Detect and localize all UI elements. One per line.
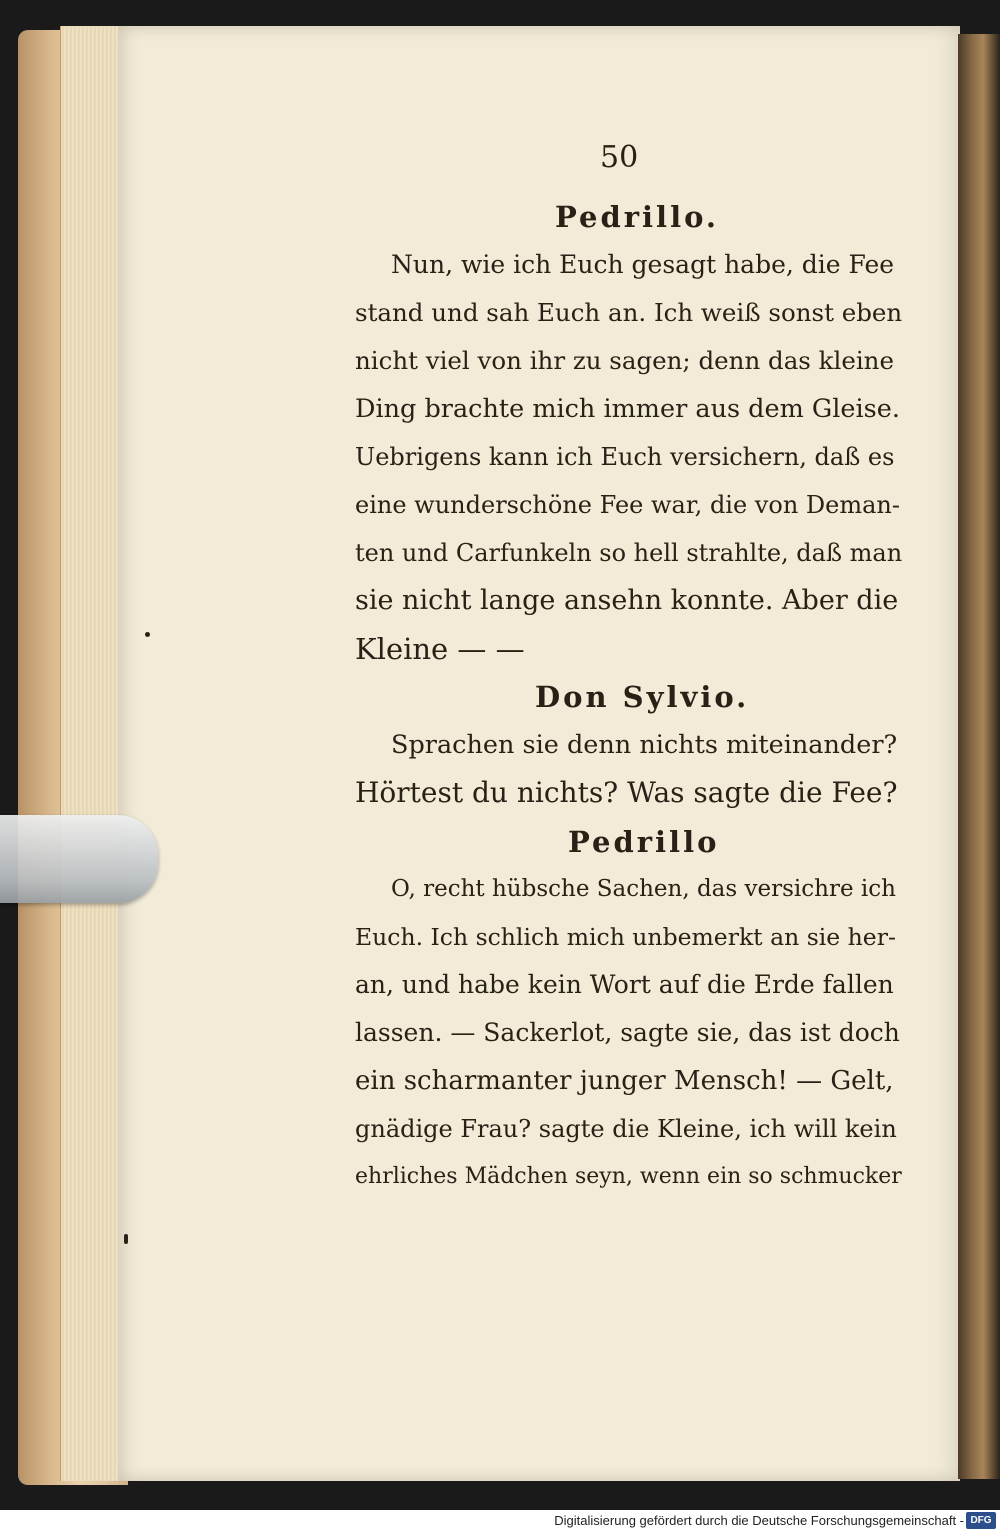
text-line (355, 248, 903, 282)
text-line: lassen. — Sackerlot, sagte sie, das ist doch (355, 1018, 900, 1047)
footer-bar (0, 1510, 1000, 1534)
text-line: Ding brachte mich immer aus dem Gleise. (355, 394, 900, 424)
speaker-heading: Pedrillo (568, 825, 720, 859)
ink-spot (145, 632, 150, 637)
speaker-heading: Don Sylvio. (535, 680, 750, 714)
bookmark-strip (0, 815, 158, 903)
text-line: an, und habe kein Wort auf die Erde fallen (355, 970, 894, 999)
text-line: ten und Carfunkeln so hell strahlte, daß man (355, 539, 903, 567)
speaker-heading: Pedrillo. (555, 200, 720, 234)
ink-spot (124, 1234, 128, 1244)
text-line: Kleine — — (355, 632, 525, 666)
text-line: ein scharmanter junger Mensch! — Gelt, (355, 1066, 894, 1096)
dfg-logo: DFG (966, 1512, 996, 1529)
line-text: Nun, wie ich Euch gesagt habe, die Fee (391, 250, 895, 279)
text-line: ehrliches Mädchen seyn, wenn ein so schmucker (355, 1164, 902, 1189)
text-line: Uebrigens kann ich Euch versichern, daß es (355, 443, 895, 471)
text-line: O, recht hübsche Sachen, das versichre ich (391, 876, 896, 902)
book-right-edge (958, 34, 1000, 1479)
funding-credit: Digitalisierung gefördert durch die Deutsche Forschungsgemeinschaft - (554, 1513, 964, 1528)
text-line: stand und sah Euch an. Ich weiß sonst eben (355, 298, 903, 327)
text-line: Euch. Ich schlich mich unbemerkt an sie her- (355, 923, 896, 951)
text-line: Hörtest du nichts? Was sagte die Fee? (355, 776, 898, 809)
text-line: eine wunderschöne Fee war, die von Deman- (355, 491, 900, 519)
text-line: Sprachen sie denn nichts miteinander? (391, 730, 898, 760)
text-line: gnädige Frau? sagte die Kleine, ich will kein (355, 1115, 897, 1143)
text-line: nicht viel von ihr zu sagen; denn das kleine (355, 346, 894, 375)
page-number: 50 (600, 140, 639, 175)
text-line: sie nicht lange ansehn konnte. Aber die (355, 585, 899, 616)
